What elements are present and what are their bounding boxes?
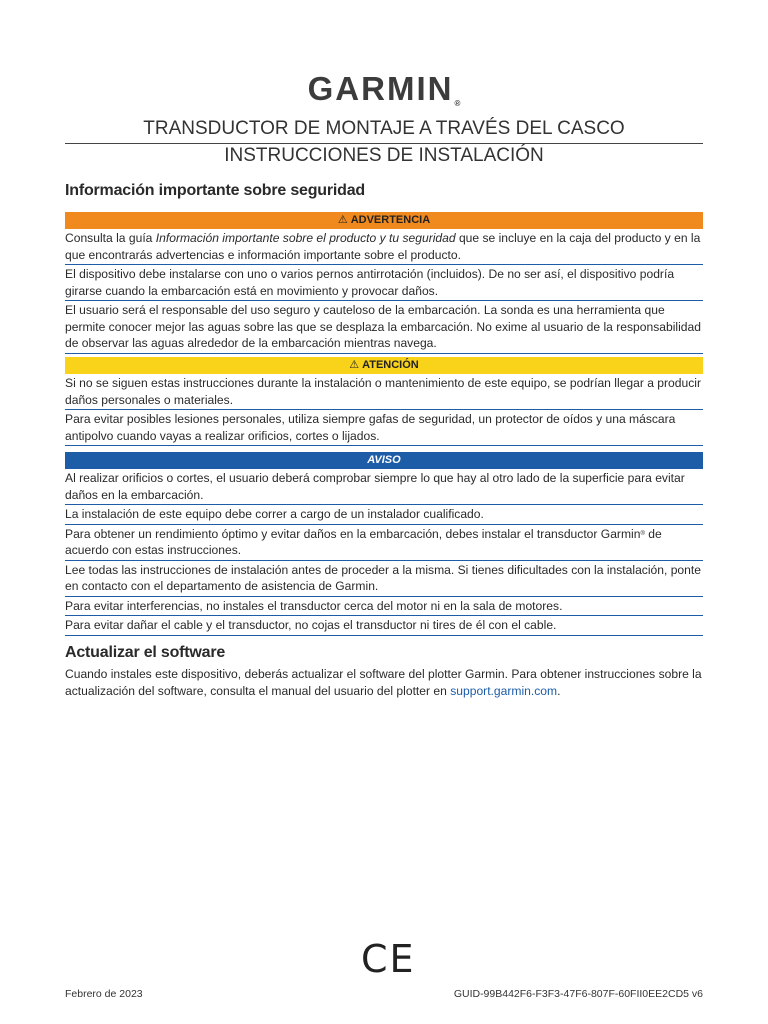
warning-item: El dispositivo debe instalarse con uno o varios pernos antirrotación (incluidos). De no ser así, el dispositivo podría girarse cuando la embarcación está en movimiento y provocar daños. <box>65 265 703 301</box>
warning-triangle-icon: ⚠ <box>337 214 348 226</box>
document-page <box>65 0 703 1024</box>
warning-item: El usuario será el responsable del uso seguro y cauteloso de la embarcación. La sonda es una herramienta que permite conocer mejor las aguas sobre las que se desplaza la embarcación. No exime al usuario de la responsabilidad de observar las aguas alrededor de la embarcación mientras navega. <box>65 301 703 354</box>
notice-item: Lee todas las instrucciones de instalación antes de proceder a la misma. Si tienes dificultades con la instalación, ponte en contacto con el departamento de asistencia de Garmin. <box>65 561 703 597</box>
notice-item: Para evitar dañar el cable y el transductor, no cojas el transductor ni tires de él con el cable. <box>65 616 703 636</box>
title-line-1: TRANSDUCTOR DE MONTAJE A TRAVÉS DEL CASCO <box>143 118 625 139</box>
caution-block <box>65 357 703 446</box>
footer-guid: GUID-99B442F6-F3F3-47F6-807F-60FII0EE2CD5 v6 <box>453 988 703 1000</box>
warning-block <box>65 212 703 354</box>
document-title <box>65 117 703 168</box>
title-line-2: INSTRUCCIONES DE INSTALACIÓN <box>224 145 544 166</box>
notice-item: Para obtener un rendimiento óptimo y evitar daños en la embarcación, debes instalar el transductor Garmin® de acuerdo con estas instrucciones. <box>65 525 703 561</box>
notice-bar: AVISO <box>65 452 703 469</box>
warning-item: Consulta la guía Información importante sobre el producto y tu seguridad que se incluye en la caja del producto y en la que encontrarás advertencias e información importante sobre el producto. <box>65 229 703 265</box>
garmin-logo: GARMIN® <box>307 70 461 108</box>
caution-item: Para evitar posibles lesiones personales, utiliza siempre gafas de seguridad, un protector de oídos y una máscara antipolvo cuando vayas a realizar orificios, cortes o lijados. <box>65 410 703 446</box>
safety-heading: Información importante sobre seguridad <box>65 182 366 199</box>
notice-item: Al realizar orificios o cortes, el usuario deberá comprobar siempre lo que hay al otro lado de la superficie para evitar daños en la embarcación. <box>65 469 703 505</box>
warning-triangle-icon: ⚠ <box>349 359 360 371</box>
warning-bar: ⚠ ADVERTENCIA <box>65 212 703 229</box>
software-heading: Actualizar el software <box>65 644 226 661</box>
notice-item: Para evitar interferencias, no instales el transductor cerca del motor ni en la sala de motores. <box>65 597 703 617</box>
notice-item: La instalación de este equipo debe correr a cargo de un instalador cualificado. <box>65 505 703 525</box>
caution-bar: ⚠ ATENCIÓN <box>65 357 703 374</box>
notice-block <box>65 452 703 636</box>
software-paragraph: Cuando instales este dispositivo, deberás actualizar el software del plotter Garmin. Para obtener instrucciones sobre la actualización del software, consulta el manual del usuario del plotter en support.garmin.com. <box>65 667 702 698</box>
support-link[interactable]: support.garmin.com <box>450 683 558 698</box>
caution-item: Si no se siguen estas instrucciones durante la instalación o mantenimiento de este equipo, se podrían llegar a producir daños personales o materiales. <box>65 374 703 410</box>
ce-mark: CE <box>361 937 416 981</box>
footer-date: Febrero de 2023 <box>65 988 143 1000</box>
